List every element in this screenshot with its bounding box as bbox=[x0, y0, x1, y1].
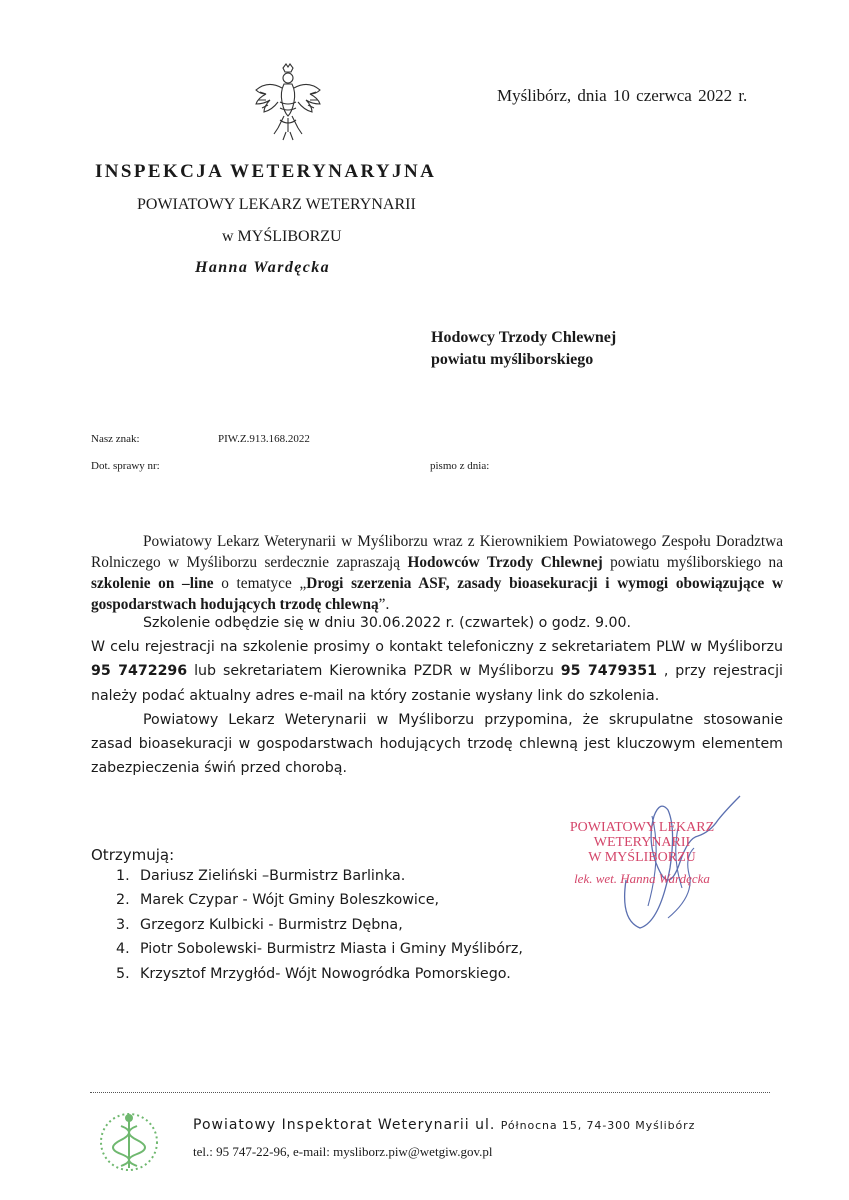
addressee-line-2: powiatu myśliborskiego bbox=[431, 351, 594, 368]
nasz-znak-value: PIW.Z.913.168.2022 bbox=[218, 433, 310, 445]
list-item: 1. Dariusz Zieliński –Burmistrz Barlinka. bbox=[116, 868, 406, 884]
pismo-z-dnia-label: pismo z dnia: bbox=[430, 460, 490, 472]
training-topic: Drogi szerzenia ASF, zasady bioasekuracji i wymogi obowiązujące w gospodarstwach hodujących trzodę chlewną bbox=[91, 575, 784, 613]
list-item: 5. Krzysztof Mrzygłód- Wójt Nowogródka Pomorskiego. bbox=[116, 965, 511, 982]
office-location: w MYŚLIBORZU bbox=[222, 228, 342, 245]
list-item: 4. Piotr Sobolewski- Burmistrz Miasta i Gminy Myślibórz, bbox=[116, 941, 523, 958]
date-line: Myślibórz, dnia 10 czerwca 2022 r. bbox=[497, 86, 748, 105]
polish-eagle-emblem-icon bbox=[250, 62, 326, 144]
organization-name: INSPEKCJA WETERYNARYJNA bbox=[95, 161, 437, 182]
phone-plw: 95 7472296 bbox=[91, 663, 188, 680]
footer-divider bbox=[90, 1092, 770, 1093]
head-name: Hanna Wardęcka bbox=[195, 259, 331, 276]
footer-institution: Powiatowy Inspektorat Weterynarii ul. Północna 15, 74-300 Myślibórz bbox=[193, 1117, 696, 1133]
phone-pzdr: 95 7479351 bbox=[560, 663, 657, 680]
official-stamp bbox=[557, 820, 727, 886]
veterinary-logo-icon bbox=[97, 1108, 161, 1176]
registration-paragraph: W celu rejestracji na szkolenie prosimy o kontakt telefoniczny z sekretariatem PLW w Myśliborzu 95 7472296 lub sekretariatem Kierownika PZDR w Myśliborzu 95 7479351 , przy rejestracji należy podać aktualny adres e-mail na który zostanie wysłany link do szkolenia. bbox=[91, 639, 783, 704]
reminder-paragraph: Powiatowy Lekarz Weterynarii w Myśliborzu przypomina, że skrupulatne stosowanie zasad bioasekuracji w gospodarstwach hodujących trzodę chlewną jest kluczowym elementem zabezpieczenia świń przed chorobą. bbox=[91, 711, 783, 777]
training-date-paragraph: Szkolenie odbędzie się w dniu 30.06.2022 r. (czwartek) o godz. 9.00. bbox=[143, 615, 632, 631]
invitation-target: Hodowców Trzody Chlewnej bbox=[407, 554, 603, 571]
list-item: 3. Grzegorz Kulbicki - Burmistrz Dębna, bbox=[116, 916, 403, 933]
office-name: POWIATOWY LEKARZ WETERYNARII bbox=[137, 196, 416, 213]
footer-contact: tel.: 95 747-22-96, e-mail: mysliborz.piw@wetgiw.gov.pl bbox=[193, 1144, 493, 1159]
footer-address: Północna 15, 74-300 Myślibórz bbox=[500, 1119, 696, 1132]
list-item: 2. Marek Czypar - Wójt Gminy Boleszkowice, bbox=[116, 892, 440, 909]
dot-sprawy-label: Dot. sprawy nr: bbox=[91, 460, 160, 472]
addressee-line-1: Hodowcy Trzody Chlewnej bbox=[431, 329, 617, 346]
details-section bbox=[91, 611, 783, 780]
stamp-line-2: WETERYNARII bbox=[593, 835, 691, 850]
nasz-znak-label: Nasz znak: bbox=[91, 433, 140, 445]
stamp-line-3: W MYŚLIBORZU bbox=[588, 850, 696, 865]
invitation-paragraph: Powiatowy Lekarz Weterynarii w Myśliborzu wraz z Kierownikiem Powiatowego Zespołu Doradztwa Rolniczego w Myśliborzu serdecznie zapraszają Hodowców Trzody Chlewnej powiatu myśliborskiego na szkolenie on –line o tematyce „Drogi szerzenia ASF, zasady bioasekuracji i wymogi obowiązujące w gospodarstwach hodujących trzodę chlewną”. bbox=[91, 533, 784, 613]
stamp-line-1: POWIATOWY LEKARZ bbox=[569, 820, 715, 835]
recipients-title: Otrzymują: bbox=[91, 846, 175, 864]
stamp-line-4: lek. wet. Hanna Wardęcka bbox=[574, 871, 710, 886]
training-type: szkolenie on –line bbox=[91, 575, 214, 592]
recipients-list bbox=[116, 864, 523, 986]
addressee-block bbox=[431, 327, 616, 371]
